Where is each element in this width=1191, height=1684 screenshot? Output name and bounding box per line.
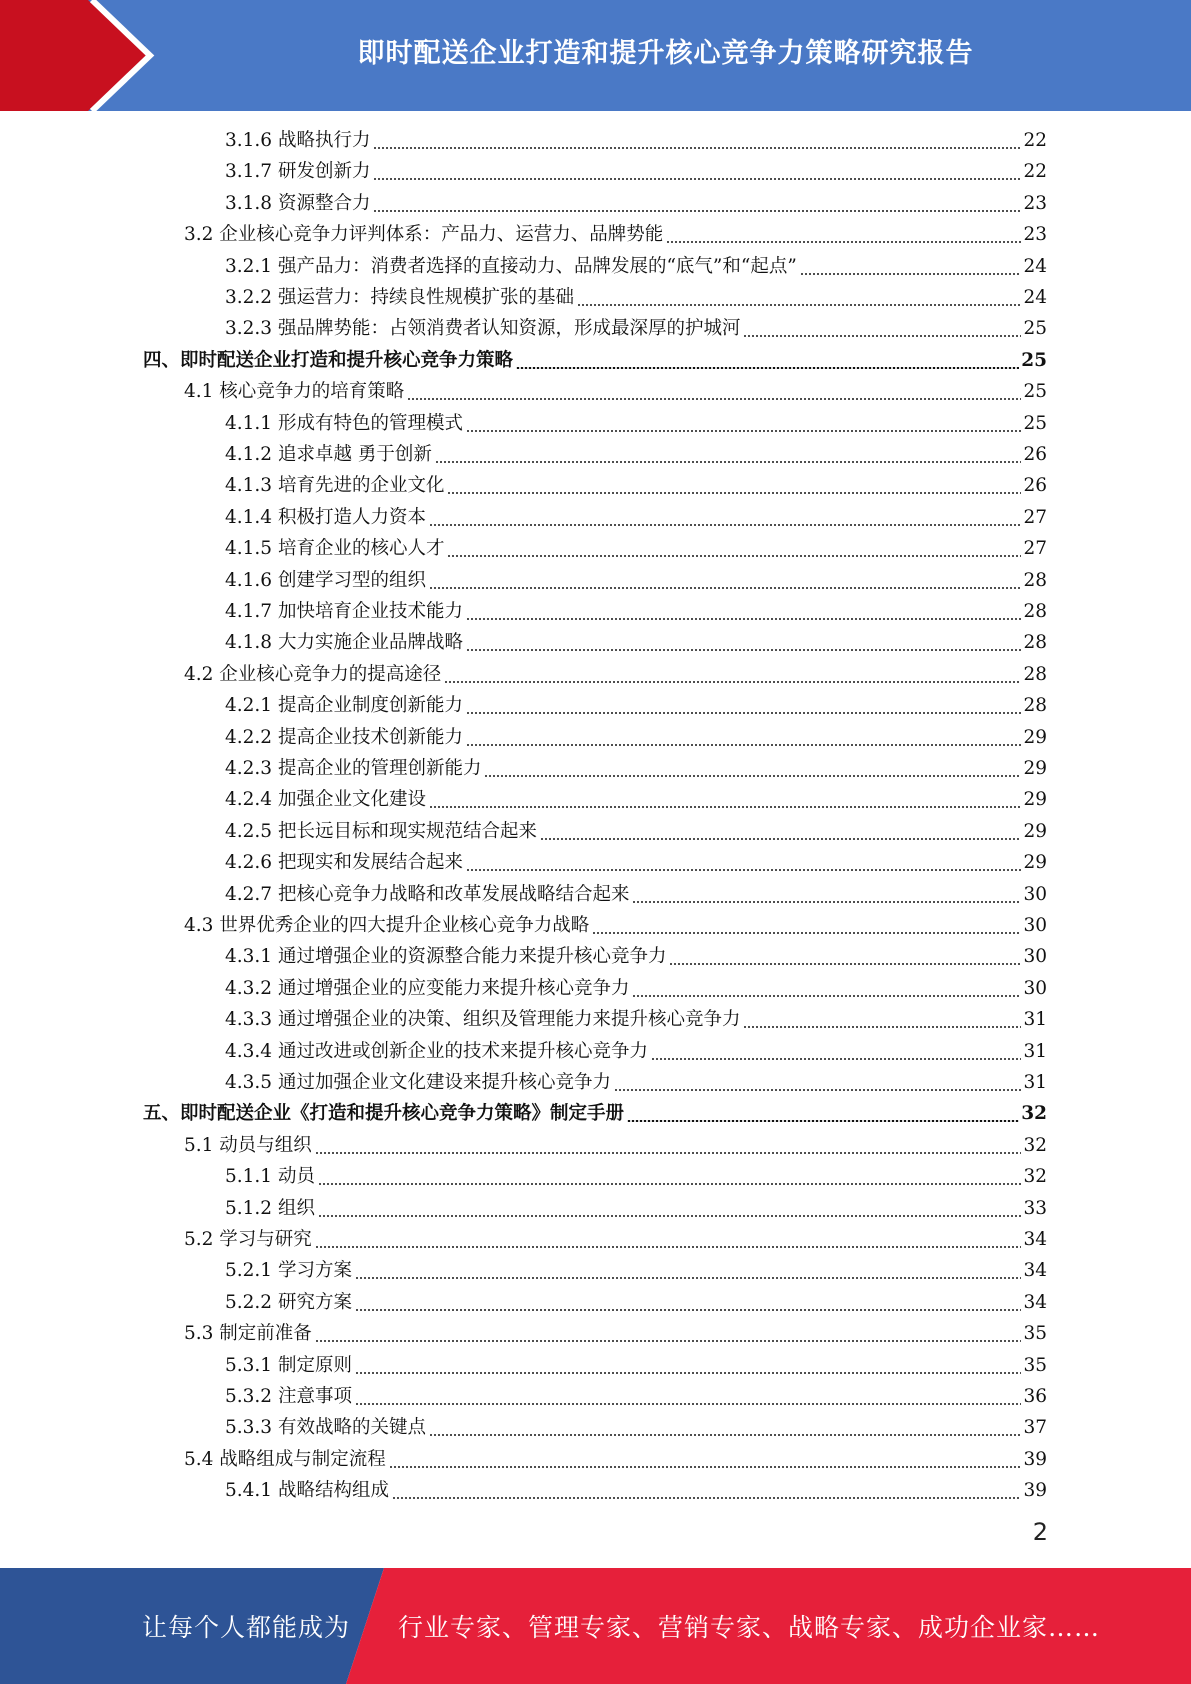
toc-entry[interactable] <box>184 1226 1047 1254</box>
toc-dot-leader <box>651 1058 1021 1060</box>
toc-entry-title: 4.1.2 追求卓越 勇于创新 <box>225 444 432 465</box>
toc-entry[interactable] <box>225 629 1047 657</box>
toc-entry-page: 23 <box>1023 192 1047 214</box>
toc-entry-title: 4.3.4 通过改进或创新企业的技术来提升核心竞争力 <box>225 1040 648 1062</box>
toc-entry-page: 32 <box>1021 1103 1047 1125</box>
toc-entry-page: 29 <box>1023 789 1047 811</box>
toc-dot-leader <box>373 147 1021 149</box>
toc-entry-title: 4.3.5 通过加强企业文化建设来提升核心竞争力 <box>225 1072 611 1093</box>
toc-entry-page: 28 <box>1023 569 1047 591</box>
toc-entry-page: 36 <box>1023 1386 1047 1407</box>
toc-dot-leader <box>373 210 1021 212</box>
toc-entry-page: 24 <box>1023 287 1047 308</box>
toc-entry[interactable] <box>184 1446 1047 1474</box>
toc-dot-leader <box>315 1152 1022 1154</box>
toc-dot-leader <box>466 712 1021 714</box>
toc-entry-title: 4.1.6 创建学习型的组织 <box>225 569 426 591</box>
toc-entry-page: 37 <box>1023 1417 1047 1439</box>
toc-entry-title: 5.2.2 研究方案 <box>225 1291 352 1313</box>
toc-entry-title: 五、即时配送企业《打造和提升核心竞争力策略》制定手册 <box>143 1103 625 1125</box>
toc-entry-title: 5.2 学习与研究 <box>184 1229 312 1250</box>
toc-entry[interactable] <box>225 567 1047 595</box>
toc-entry-title: 5.1.2 组织 <box>225 1197 315 1219</box>
toc-entry[interactable] <box>225 127 1047 155</box>
toc-entry-title: 5.3 制定前准备 <box>184 1323 312 1345</box>
toc-dot-leader <box>315 1246 1022 1248</box>
toc-dot-leader <box>373 178 1021 180</box>
toc-entry[interactable] <box>225 284 1047 312</box>
toc-entry-page: 31 <box>1023 1009 1047 1031</box>
toc-entry-page: 32 <box>1023 1166 1047 1188</box>
toc-dot-leader <box>516 367 1019 369</box>
toc-entry-page: 39 <box>1023 1448 1047 1470</box>
toc-entry[interactable] <box>225 253 1047 281</box>
toc-dot-leader <box>627 1120 1019 1122</box>
toc-dot-leader <box>743 1026 1021 1028</box>
toc-dot-leader <box>466 744 1021 746</box>
header-band <box>0 0 1191 111</box>
toc-entry-page: 31 <box>1023 1040 1047 1062</box>
toc-dot-leader <box>800 273 1022 275</box>
toc-entry-title: 4.2.6 把现实和发展结合起来 <box>225 852 463 874</box>
toc-dot-leader <box>632 901 1021 903</box>
report-title: 即时配送企业打造和提升核心竞争力策略研究报告 <box>357 38 974 69</box>
toc-entry-page: 39 <box>1023 1480 1047 1502</box>
toc-entry-page: 35 <box>1023 1354 1047 1376</box>
toc-entry-title: 3.2 企业核心竞争力评判体系：产品力、运营力、品牌势能 <box>184 224 664 246</box>
toc-entry-title: 4.3.3 通过增强企业的决策、组织及管理能力来提升核心竞争力 <box>225 1009 741 1031</box>
toc-dot-leader <box>389 1466 1022 1468</box>
toc-entry-title: 3.1.6 战略执行力 <box>225 130 371 151</box>
toc-dot-leader <box>592 932 1021 934</box>
toc-entry-title: 4.1.8 大力实施企业品牌战略 <box>225 632 463 654</box>
toc-entry-page: 28 <box>1023 601 1047 622</box>
toc-entry[interactable] <box>225 786 1047 814</box>
toc-dot-leader <box>355 1277 1022 1279</box>
toc-dot-leader <box>315 1340 1022 1342</box>
toc-entry[interactable] <box>225 190 1047 218</box>
toc-entry-title: 5.3.2 注意事项 <box>225 1386 352 1407</box>
toc-entry[interactable] <box>225 849 1047 877</box>
footer-slogan-left: 让每个人都能成为 <box>142 1613 351 1642</box>
toc-entry-page: 34 <box>1023 1291 1047 1313</box>
toc-entry-title: 5.3.3 有效战略的关键点 <box>225 1417 426 1439</box>
toc-dot-leader <box>614 1089 1021 1091</box>
toc-entry-page: 26 <box>1023 444 1047 465</box>
toc-entry-title: 3.2.1 强产品力：消费者选择的直接动力、品牌发展的“底气”和“起点” <box>225 255 797 277</box>
toc-entry-title: 5.3.1 制定原则 <box>225 1354 352 1376</box>
toc-entry[interactable] <box>225 1414 1047 1442</box>
toc-entry-page: 22 <box>1023 161 1047 183</box>
toc-dot-leader <box>466 618 1021 620</box>
toc-entry[interactable] <box>143 347 1047 375</box>
toc-entry[interactable] <box>225 818 1047 846</box>
toc-entry[interactable] <box>225 504 1047 532</box>
toc-entry[interactable] <box>225 975 1047 1003</box>
toc-entry-page: 34 <box>1023 1229 1047 1250</box>
toc-entry-title: 四、即时配送企业打造和提升核心竞争力策略 <box>143 349 514 371</box>
toc-entry[interactable] <box>225 724 1047 752</box>
toc-entry-page: 25 <box>1021 349 1047 371</box>
toc-entry[interactable] <box>225 410 1047 438</box>
toc-entry-page: 25 <box>1023 381 1047 403</box>
toc-entry-page: 24 <box>1023 255 1047 277</box>
toc-entry-title: 4.2 企业核心竞争力的提高途径 <box>184 663 442 685</box>
toc-entry-title: 4.3.1 通过增强企业的资源整合能力来提升核心竞争力 <box>225 946 667 968</box>
toc-entry-page: 28 <box>1023 695 1047 717</box>
toc-entry-page: 25 <box>1023 318 1047 340</box>
toc-entry[interactable] <box>225 1163 1047 1191</box>
toc-entry-page: 29 <box>1023 820 1047 842</box>
toc-entry[interactable] <box>184 912 1047 940</box>
toc-entry-title: 3.1.7 研发创新力 <box>225 161 371 183</box>
toc-entry-page: 30 <box>1023 915 1047 936</box>
toc-dot-leader <box>447 555 1021 557</box>
toc-entry[interactable] <box>143 1100 1047 1128</box>
toc-entry-page: 34 <box>1023 1260 1047 1282</box>
toc-entry[interactable] <box>225 755 1047 783</box>
toc-entry-title: 4.2.1 提高企业制度创新能力 <box>225 695 463 717</box>
toc-entry[interactable] <box>225 1383 1047 1411</box>
toc-entry[interactable] <box>184 1132 1047 1160</box>
toc-entry[interactable] <box>225 881 1047 909</box>
toc-entry-page: 35 <box>1023 1323 1047 1345</box>
toc-entry-page: 23 <box>1023 224 1047 246</box>
toc-entry-page: 30 <box>1023 883 1047 905</box>
toc-entry-page: 30 <box>1023 946 1047 968</box>
toc-entry-page: 33 <box>1023 1197 1047 1219</box>
toc-entry-title: 3.1.8 资源整合力 <box>225 192 371 214</box>
toc-entry-title: 5.1 动员与组织 <box>184 1134 312 1156</box>
toc-entry[interactable] <box>225 1038 1047 1066</box>
toc-dot-leader <box>407 398 1021 400</box>
toc-dot-leader <box>484 775 1021 777</box>
toc-entry-page: 28 <box>1023 632 1047 654</box>
toc-dot-leader <box>540 838 1021 840</box>
toc-dot-leader <box>429 587 1021 589</box>
toc-dot-leader <box>466 649 1021 651</box>
toc-dot-leader <box>669 963 1021 965</box>
toc-entry-page: 26 <box>1023 475 1047 497</box>
toc-dot-leader <box>743 335 1021 337</box>
toc-entry[interactable] <box>225 1289 1047 1317</box>
toc-entry[interactable] <box>225 472 1047 500</box>
toc-entry-page: 32 <box>1023 1134 1047 1156</box>
toc-entry[interactable] <box>184 661 1047 689</box>
toc-entry[interactable] <box>225 1069 1047 1097</box>
toc-entry-title: 4.1.5 培育企业的核心人才 <box>225 538 445 560</box>
toc-dot-leader <box>632 995 1021 997</box>
toc-entry-title: 5.4.1 战略结构组成 <box>225 1480 389 1502</box>
toc-entry-title: 4.3 世界优秀企业的四大提升企业核心竞争力战略 <box>184 915 590 936</box>
toc-entry[interactable] <box>225 315 1047 343</box>
toc-entry[interactable] <box>225 1477 1047 1505</box>
toc-dot-leader <box>429 524 1021 526</box>
toc-entry[interactable] <box>225 692 1047 720</box>
page-number: 2 <box>1032 1518 1048 1546</box>
toc-entry[interactable] <box>225 1006 1047 1034</box>
toc-entry-page: 29 <box>1023 852 1047 874</box>
toc-entry-title: 4.1.1 形成有特色的管理模式 <box>225 412 463 434</box>
toc-entry[interactable] <box>225 158 1047 186</box>
toc-entry-page: 28 <box>1023 663 1047 685</box>
toc-entry-page: 27 <box>1023 538 1047 560</box>
toc-entry-title: 4.3.2 通过增强企业的应变能力来提升核心竞争力 <box>225 977 630 999</box>
toc-dot-leader <box>466 430 1021 432</box>
toc-entry-title: 4.1.3 培育先进的企业文化 <box>225 475 445 497</box>
toc-entry[interactable] <box>184 1320 1047 1348</box>
toc-dot-leader <box>447 492 1021 494</box>
toc-entry-title: 4.1.7 加快培育企业技术能力 <box>225 601 463 622</box>
toc-entry[interactable] <box>225 1195 1047 1223</box>
toc-entry-title: 4.2.7 把核心竞争力战略和改革发展战略结合起来 <box>225 883 630 905</box>
toc-entry[interactable] <box>225 441 1047 469</box>
toc-entry-title: 4.1 核心竞争力的培育策略 <box>184 381 405 403</box>
toc-entry-page: 22 <box>1023 130 1047 151</box>
toc-entry-title: 3.2.3 强品牌势能：占领消费者认知资源，形成最深厚的护城河 <box>225 318 741 340</box>
toc-entry-page: 29 <box>1023 726 1047 748</box>
toc-dot-leader <box>355 1372 1022 1374</box>
toc-entry[interactable] <box>225 598 1047 626</box>
toc-dot-leader <box>666 241 1021 243</box>
toc-entry[interactable] <box>184 221 1047 249</box>
toc-entry[interactable] <box>225 1352 1047 1380</box>
toc-entry[interactable] <box>225 943 1047 971</box>
toc-entry-title: 4.2.5 把长远目标和现实规范结合起来 <box>225 820 537 842</box>
chevron-arrow-icon <box>0 0 160 111</box>
footer-slogan-right: 行业专家、管理专家、营销专家、战略专家、成功企业家…… <box>398 1613 1101 1642</box>
toc-entry[interactable] <box>184 378 1047 406</box>
toc-dot-leader <box>318 1183 1022 1185</box>
toc-entry-page: 31 <box>1023 1072 1047 1093</box>
toc-entry-title: 4.1.4 积极打造人力资本 <box>225 506 426 528</box>
toc-entry-title: 3.2.2 强运营力：持续良性规模扩张的基础 <box>225 287 574 308</box>
toc-entry-title: 5.1.1 动员 <box>225 1166 315 1188</box>
toc-entry-page: 30 <box>1023 977 1047 999</box>
toc-entry-page: 25 <box>1023 412 1047 434</box>
toc-dot-leader <box>392 1497 1021 1499</box>
toc-dot-leader <box>577 304 1021 306</box>
toc-dot-leader <box>355 1403 1022 1405</box>
toc-dot-leader <box>429 1434 1021 1436</box>
toc-entry-title: 4.2.3 提高企业的管理创新能力 <box>225 758 482 779</box>
footer-band <box>0 1568 1191 1684</box>
toc-entry-title: 5.2.1 学习方案 <box>225 1260 352 1282</box>
toc-dot-leader <box>435 461 1022 463</box>
toc-entry[interactable] <box>225 535 1047 563</box>
toc-entry-title: 5.4 战略组成与制定流程 <box>184 1448 386 1470</box>
toc-entry-page: 29 <box>1023 758 1047 779</box>
toc-dot-leader <box>355 1309 1022 1311</box>
toc-entry-title: 4.2.4 加强企业文化建设 <box>225 789 426 811</box>
toc-entry-page: 27 <box>1023 506 1047 528</box>
toc-entry-title: 4.2.2 提高企业技术创新能力 <box>225 726 463 748</box>
toc-dot-leader <box>429 806 1021 808</box>
toc-dot-leader <box>318 1215 1022 1217</box>
toc-dot-leader <box>444 681 1021 683</box>
toc-entry[interactable] <box>225 1257 1047 1285</box>
toc-dot-leader <box>466 869 1021 871</box>
